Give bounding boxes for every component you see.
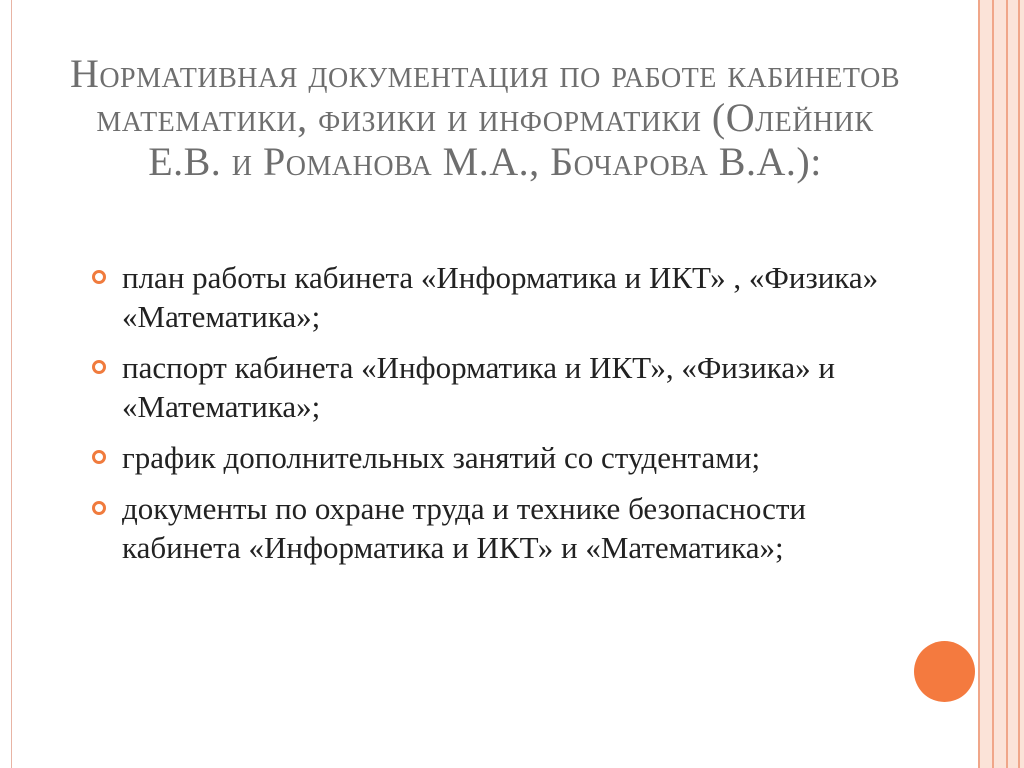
bullet-list xyxy=(92,258,912,579)
list-item xyxy=(92,348,912,426)
orange-circle-decoration xyxy=(914,641,975,702)
left-rule-decoration xyxy=(11,0,12,768)
stripe-decoration xyxy=(1018,0,1020,768)
bullet-text: паспорт кабинета «Информатика и ИКТ», «Физика» и «Математика»; xyxy=(122,350,835,424)
list-item xyxy=(92,489,912,567)
bullet-circle-icon xyxy=(92,270,106,284)
list-item xyxy=(92,258,912,336)
bullet-circle-icon xyxy=(92,450,106,464)
bullet-circle-icon xyxy=(92,360,106,374)
slide-title: Нормативная документация по работе кабинетов математики, физики и информатики (Олейник Е.В. и Романова М.А., Бочарова В.А.): xyxy=(69,51,901,184)
list-item xyxy=(92,438,912,477)
bullet-text: план работы кабинета «Информатика и ИКТ» , «Физика» «Математика»; xyxy=(122,260,879,334)
stripe-decoration xyxy=(978,0,980,768)
stripe-decoration xyxy=(1006,0,1008,768)
bullet-text: график дополнительных занятий со студентами; xyxy=(122,440,761,475)
bullet-circle-icon xyxy=(92,501,106,515)
bullet-text: документы по охране труда и технике безопасности кабинета «Информатика и ИКТ» и «Математика»; xyxy=(122,491,806,565)
stripe-decoration xyxy=(992,0,994,768)
